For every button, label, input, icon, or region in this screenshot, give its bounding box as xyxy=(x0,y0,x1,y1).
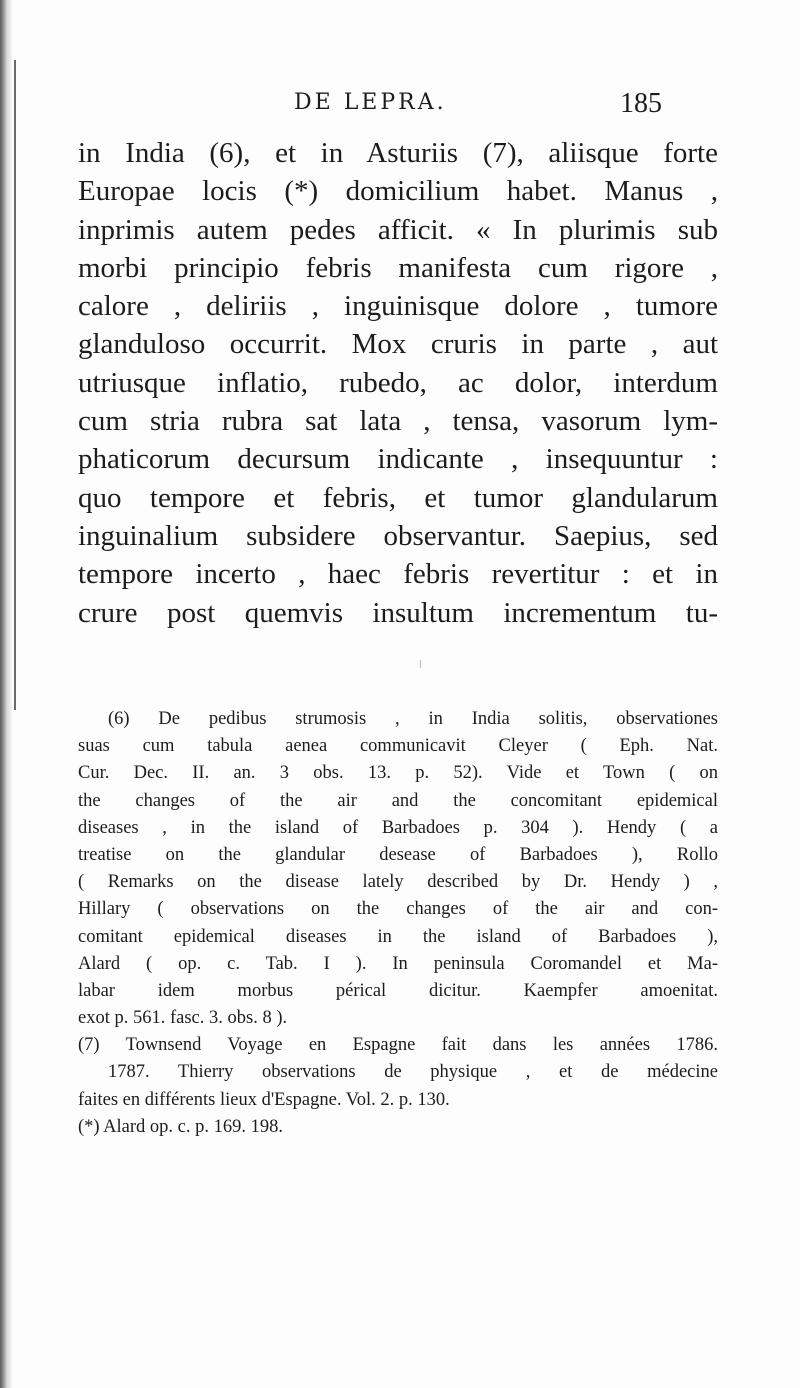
text-line: inprimis autem pedes afficit. « In plurimis sub xyxy=(78,213,718,246)
text-line: crure post quemvis insultum incrementum tu- xyxy=(78,596,718,629)
text-line: Europae locis (*) domicilium habet. Manus , xyxy=(78,175,718,208)
text-line: utriusque inflatio, rubedo, ac dolor, interdum xyxy=(78,366,718,399)
text-line: morbi principio febris manifesta cum rigore , xyxy=(78,251,718,284)
footnote-6-line: Hillary ( observations on the changes of the air and con- xyxy=(78,899,718,920)
footnote-6-line: Alard ( op. c. Tab. I ). In peninsula Coromandel et Ma- xyxy=(78,953,718,974)
page-number: 185 xyxy=(620,88,662,119)
text-line: calore , deliriis , inguinisque dolore , tumore xyxy=(78,290,718,323)
footnote-7-line: 1787. Thierry observations de physique , et de médecine xyxy=(108,1062,718,1083)
footnote-6-line: treatise on the glandular desease of Barbadoes ), Rollo xyxy=(78,844,718,865)
footnote-6-line: suas cum tabula aenea communicavit Cleyer ( Eph. Nat. xyxy=(78,736,718,757)
running-title: DE LEPRA. xyxy=(294,90,447,115)
footnote-6-line: ( Remarks on the disease lately described by Dr. Hendy ) , xyxy=(78,872,718,893)
footnote-6-line: the changes of the air and the concomitant epidemical xyxy=(78,790,718,811)
text-line: phaticorum decursum indicante , insequuntur : xyxy=(78,443,718,476)
text-line: quo tempore et febris, et tumor glandularum xyxy=(78,481,718,514)
main-text xyxy=(78,134,718,632)
footnote-6-line: comitant epidemical diseases in the island of Barbadoes ), xyxy=(78,926,718,947)
footnote-6-line: Cur. Dec. II. an. 3 obs. 13. p. 52). Vide et Town ( on xyxy=(78,763,718,784)
footnote-star-line: (*) Alard op. c. p. 169. 198. xyxy=(78,1116,284,1137)
text-line: tempore incerto , haec febris revertitur : et in xyxy=(78,558,718,591)
text-line: inguinalium subsidere observantur. Saepius, sed xyxy=(78,519,718,552)
text-line: glanduloso occurrit. Mox cruris in parte , aut xyxy=(78,328,718,361)
footnote-7-line: (7) Townsend Voyage en Espagne fait dans les années 1786. xyxy=(78,1035,718,1056)
text-line: in India (6), et in Asturiis (7), aliisque forte xyxy=(78,137,718,169)
footnote-6-line: exot p. 561. fasc. 3. obs. 8 ). xyxy=(78,1008,288,1029)
footnote-6-line: labar idem morbus pérical dicitur. Kaempfer amoenitat. xyxy=(78,980,718,1001)
footnote-6-line: diseases , in the island of Barbadoes p. 304 ). Hendy ( a xyxy=(78,817,718,838)
text-line: cum stria rubra sat lata , tensa, vasorum lym- xyxy=(78,405,718,438)
print-mark xyxy=(420,660,421,668)
footnote-7-line: faites en différents lieux d'Espagne. Vol. 2. p. 130. xyxy=(78,1089,450,1110)
footnote-6-line: (6) De pedibus strumosis , in India solitis, observationes xyxy=(108,709,718,729)
footnotes xyxy=(78,706,718,1141)
page-header xyxy=(0,88,800,128)
